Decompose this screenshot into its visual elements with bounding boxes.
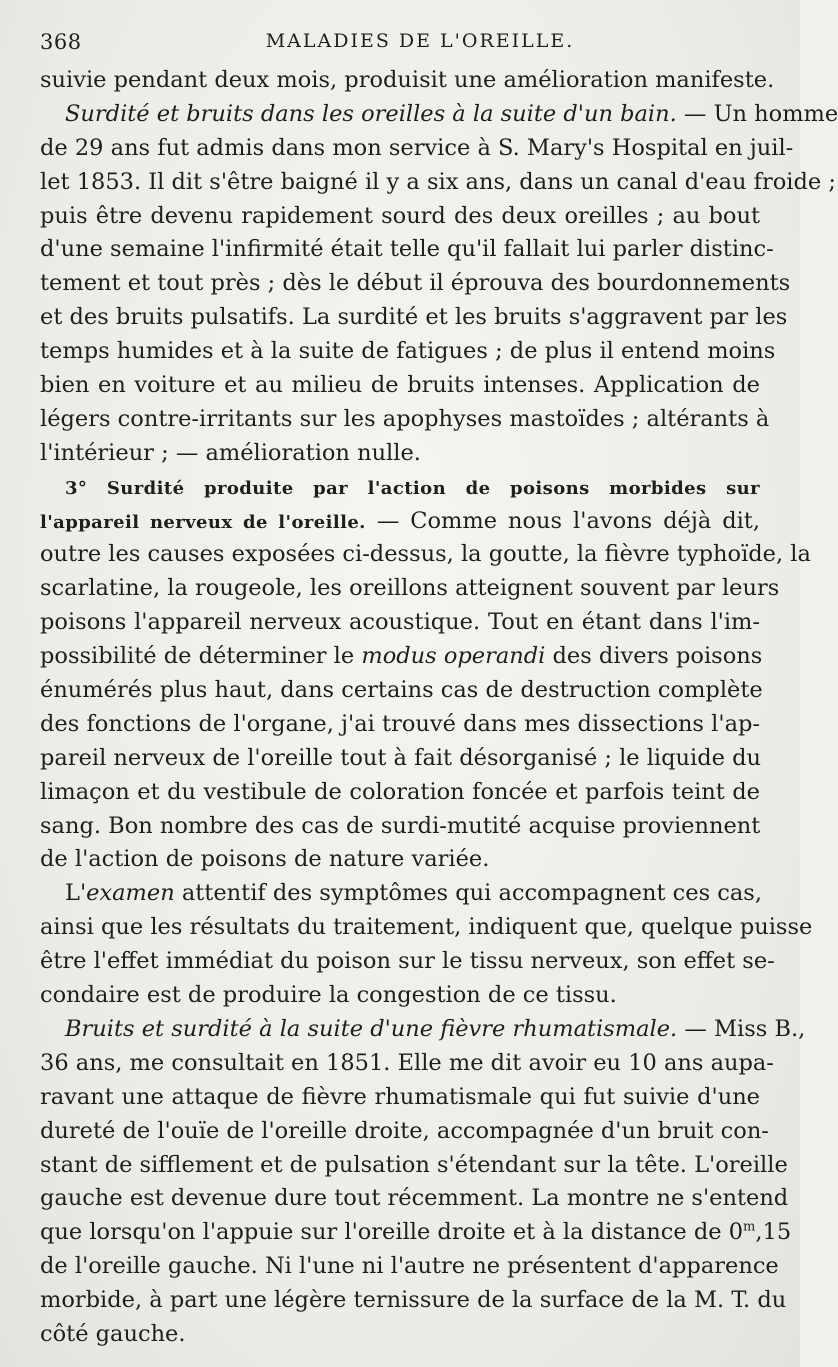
line-text: scarlatine, la rougeole, les oreillons atteignent souvent par leurs bbox=[40, 575, 780, 602]
line-text: d'une semaine l'infirmité était telle qu'il fallait lui parler distinc- bbox=[40, 236, 774, 263]
line-text: sang. Bon nombre des cas de surdi-mutité acquise proviennent bbox=[40, 812, 761, 839]
line-text: suivie pendant deux mois, produisit une amélioration manifeste. bbox=[40, 67, 775, 93]
line-text: poisons l'appareil nerveux acoustique. Tout en étant dans l'im- bbox=[40, 609, 760, 636]
text-line bbox=[40, 1081, 760, 1115]
text-line bbox=[40, 1182, 789, 1216]
line-text: morbide, à part une légère ternissure de la surface de la M. T. du bbox=[40, 1287, 787, 1314]
line-text: légers contre-irritants sur les apophyses mastoïdes ; altérants à bbox=[40, 405, 770, 432]
italic-term: examen bbox=[86, 880, 175, 907]
italic-term: modus operandi bbox=[361, 643, 546, 670]
section-heading: l'appareil nerveux de l'oreille. bbox=[40, 511, 366, 533]
text-line bbox=[40, 1013, 806, 1047]
text-line bbox=[40, 640, 763, 674]
text-line bbox=[40, 437, 760, 471]
line-text: — Comme nous l'avons déjà dit, bbox=[365, 507, 760, 534]
line-text: de l'oreille gauche. Ni l'une ni l'autre ne présentent d'apparence bbox=[40, 1253, 779, 1280]
text-line bbox=[40, 1250, 779, 1284]
text-line bbox=[40, 301, 788, 335]
line-text: pareil nerveux de l'oreille tout à fait désorganisé ; le liquide du bbox=[40, 744, 761, 771]
text-line bbox=[40, 1047, 774, 1081]
text-line bbox=[40, 572, 780, 606]
page-body-text bbox=[40, 64, 838, 1352]
text-line bbox=[40, 166, 836, 200]
line-text: être l'effet immédiat du poison sur le tissu nerveux, son effet se- bbox=[40, 948, 775, 975]
line-text: dureté de l'ouïe de l'oreille droite, accompagnée d'un bruit con- bbox=[40, 1117, 769, 1144]
line-text: de l'action de poisons de nature variée. bbox=[40, 846, 490, 873]
running-title: MALADIES DE L'OREILLE. bbox=[265, 30, 575, 52]
section-heading: 3° Surdité produite par l'action de poisons morbides sur bbox=[65, 477, 760, 499]
unit-superscript: m bbox=[743, 1219, 756, 1235]
text-line bbox=[40, 843, 760, 877]
text-line bbox=[40, 674, 763, 708]
line-text: ainsi que les résultats du traitement, indiquent que, quelque puisse bbox=[40, 914, 813, 941]
text-line bbox=[40, 911, 813, 945]
page-header bbox=[40, 30, 760, 60]
line-text: possibilité de déterminer le bbox=[40, 643, 362, 670]
line-text: ,15 bbox=[755, 1219, 792, 1246]
text-line bbox=[40, 742, 760, 776]
line-text: que lorsqu'on l'appuie sur l'oreille droite et à la distance de 0 bbox=[40, 1219, 744, 1246]
text-line bbox=[40, 1115, 769, 1149]
line-text: temps humides et à la suite de fatigues ; de plus il entend moins bbox=[40, 338, 776, 365]
line-text: — Miss B., bbox=[677, 1015, 806, 1042]
text-line bbox=[40, 1216, 792, 1250]
line-text: L' bbox=[65, 880, 87, 907]
text-line bbox=[40, 979, 760, 1013]
text-line bbox=[40, 471, 760, 505]
page-number: 368 bbox=[40, 30, 82, 54]
line-text: let 1853. Il dit s'être baigné il y a six ans, dans un canal d'eau froide ; bbox=[40, 168, 836, 195]
line-text: bien en voiture et au milieu de bruits intenses. Application de bbox=[40, 372, 760, 399]
line-text: limaçon et du vestibule de coloration foncée et parfois teint de bbox=[40, 778, 760, 805]
text-line bbox=[40, 64, 775, 98]
text-line bbox=[40, 1284, 787, 1318]
text-line bbox=[40, 233, 774, 267]
line-text: et des bruits pulsatifs. La surdité et les bruits s'aggravent par les bbox=[40, 304, 788, 331]
text-line bbox=[40, 945, 775, 979]
text-line bbox=[40, 810, 760, 844]
line-text: gauche est devenue dure tout récemment. La montre ne s'entend bbox=[40, 1185, 789, 1212]
line-text: ravant une attaque de fièvre rhumatismale qui fut suivie d'une bbox=[40, 1083, 760, 1110]
text-line bbox=[40, 708, 760, 742]
line-text: l'intérieur ; — amélioration nulle. bbox=[40, 439, 421, 466]
text-line bbox=[40, 335, 776, 369]
text-line bbox=[40, 538, 811, 572]
line-text: des fonctions de l'organe, j'ai trouvé dans mes dissections l'ap- bbox=[40, 710, 760, 737]
line-text: des divers poisons bbox=[545, 643, 763, 670]
text-line bbox=[40, 132, 794, 166]
line-text: énumérés plus haut, dans certains cas de destruction complète bbox=[40, 677, 763, 704]
text-line bbox=[40, 200, 760, 234]
text-line bbox=[40, 776, 760, 810]
line-text: stant de sifflement et de pulsation s'étendant sur la tête. L'oreille bbox=[40, 1151, 788, 1178]
case-title: Surdité et bruits dans les oreilles à la suite d'un bain. bbox=[65, 100, 677, 127]
case-title: Bruits et surdité à la suite d'une fièvre rhumatismale. bbox=[65, 1015, 678, 1042]
line-text: tement et tout près ; dès le début il éprouva des bourdonnements bbox=[40, 270, 791, 297]
line-text: puis être devenu rapidement sourd des deux oreilles ; au bout bbox=[40, 202, 760, 229]
line-text: outre les causes exposées ci-dessus, la goutte, la fièvre typhoïde, la bbox=[40, 541, 811, 568]
text-line bbox=[40, 98, 838, 132]
text-line bbox=[40, 369, 760, 403]
line-text: de 29 ans fut admis dans mon service à S. Mary's Hospital en juil- bbox=[40, 134, 794, 161]
line-text: — Un homme bbox=[676, 100, 838, 127]
text-line bbox=[40, 403, 770, 437]
text-line bbox=[40, 606, 760, 640]
line-text: 36 ans, me consultait en 1851. Elle me dit avoir eu 10 ans aupa- bbox=[40, 1049, 774, 1076]
text-line bbox=[40, 267, 791, 301]
text-line bbox=[40, 1318, 760, 1352]
line-text: attentif des symptômes qui accompagnent ces cas, bbox=[174, 880, 763, 907]
text-line bbox=[40, 877, 763, 911]
line-text: condaire est de produire la congestion de ce tissu. bbox=[40, 982, 617, 1009]
text-line bbox=[40, 505, 760, 539]
text-line bbox=[40, 1149, 788, 1183]
line-text: côté gauche. bbox=[40, 1320, 186, 1347]
